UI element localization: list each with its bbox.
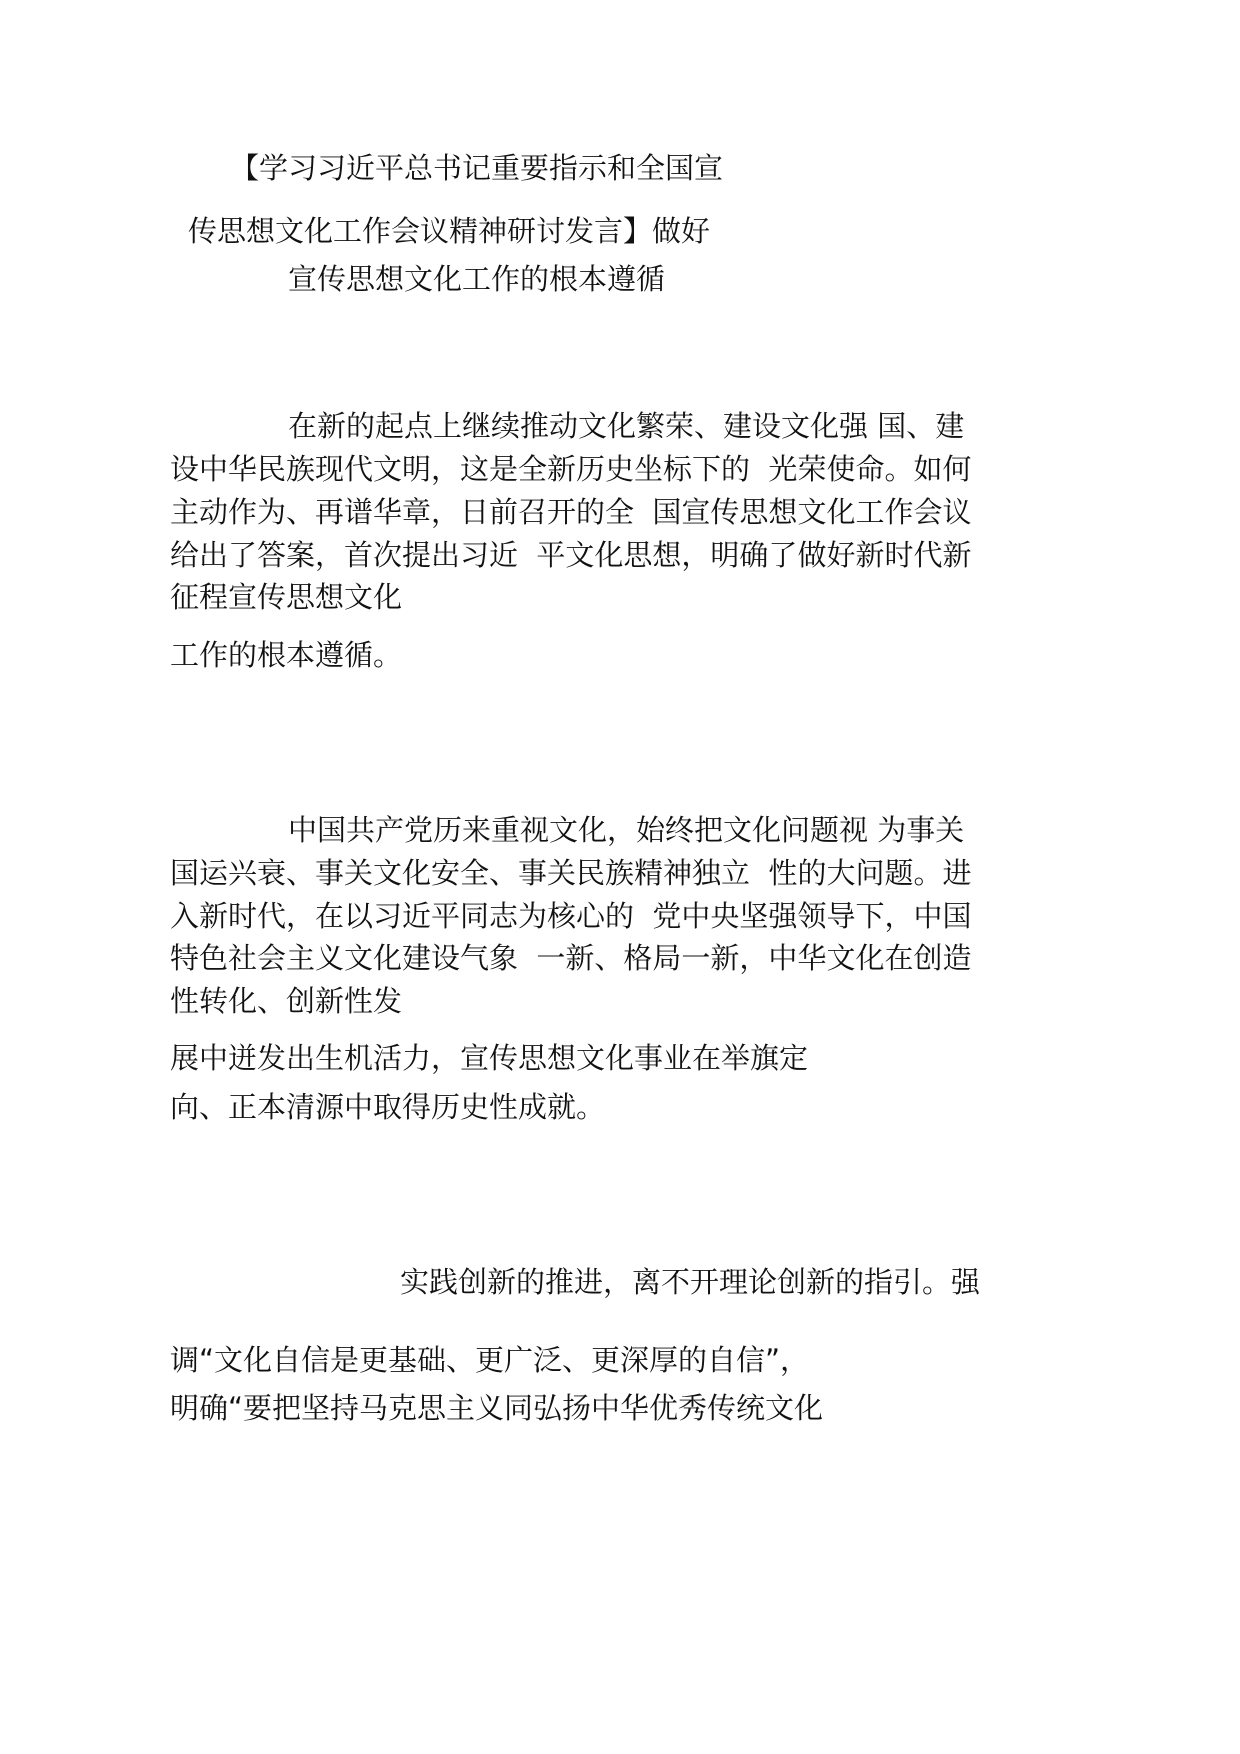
paragraph-1-line-5: 征程宣传思想文化 [170,580,403,614]
paragraph-1-line-3: 主动作为、再谱华章，日前召开的全 国宣传思想文化工作会议 [170,495,972,529]
paragraph-1-line-2: 设中华民族现代文明，这是全新历史坐标下的 光荣使命。如何 [170,452,972,486]
document-title-line-1: 【学习习近平总书记重要指示和全国宣 [230,151,724,185]
paragraph-3-line-2: 调“文化自信是更基础、更广泛、更深厚的自信”， [170,1343,810,1377]
document-title-line-3: 宣传思想文化工作的根本遵循 [288,262,666,296]
paragraph-3-line-1: 实践创新的推进，离不开理论创新的指引。强 [400,1265,981,1299]
paragraph-3-line-3: 明确“要把坚持马克思主义同弘扬中华优秀传统文化 [170,1391,824,1425]
paragraph-2-line-5: 性转化、创新性发 [170,984,403,1018]
paragraph-1-line-4: 给出了答案，首次提出习近 平文化思想，明确了做好新时代新 [170,538,972,572]
paragraph-1-line-6: 工作的根本遵循。 [170,638,403,672]
document-title-line-2: 传思想文化工作会议精神研讨发言】做好 [188,214,711,248]
paragraph-2-line-7: 向、正本清源中取得历史性成就。 [170,1090,606,1124]
paragraph-2-line-4: 特色社会主义文化建设气象 一新、格局一新，中华文化在创造 [170,941,972,975]
paragraph-2-line-6: 展中迸发出生机活力，宣传思想文化事业在举旗定 [170,1041,809,1075]
paragraph-1-line-1: 在新的起点上继续推动文化繁荣、建设文化强 国、建 [288,409,965,443]
paragraph-2-line-3: 入新时代，在以习近平同志为核心的 党中央坚强领导下，中国 [170,899,972,933]
paragraph-2-line-1: 中国共产党历来重视文化，始终把文化问题视 为事关 [288,813,965,847]
paragraph-2-line-2: 国运兴衰、事关文化安全、事关民族精神独立 性的大问题。进 [170,856,972,890]
